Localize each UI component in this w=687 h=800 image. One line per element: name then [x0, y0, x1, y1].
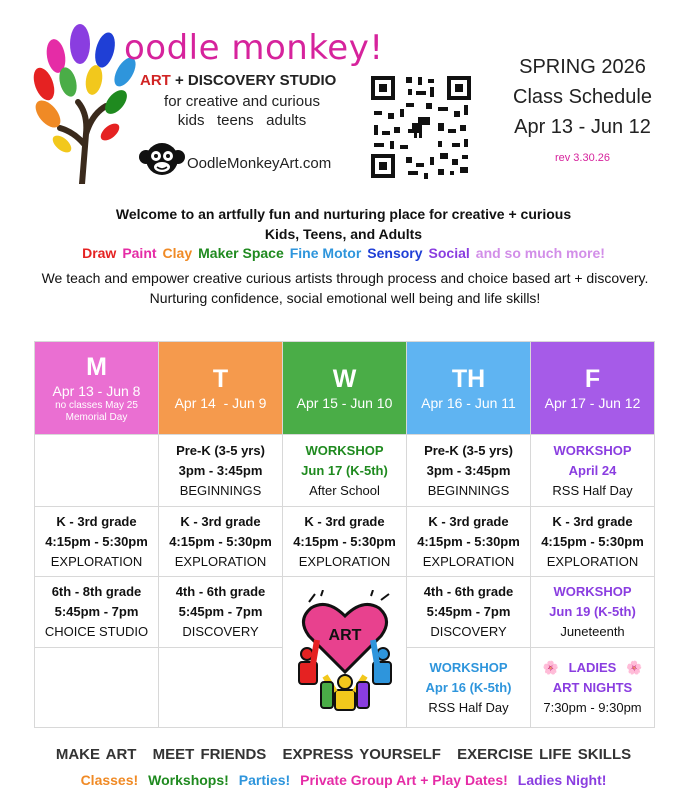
brand-tagline-line: for creative and curious [164, 93, 320, 110]
qr-finder [371, 154, 395, 178]
class-time: 5:45pm - 7pm [426, 604, 511, 619]
skill-item: Draw [82, 245, 117, 261]
class-title: Pre-K (3-5 yrs) [424, 442, 513, 458]
ladies-title: LADIES [568, 659, 617, 675]
day-dates: Apr 16 - Jun 11 [421, 395, 516, 411]
offering-item: Workshops! [148, 772, 229, 788]
class-time: 4:15pm - 5:30pm [45, 533, 148, 549]
workshop-title: WORKSHOP [429, 659, 508, 675]
brand-studio [140, 72, 336, 89]
season-title [500, 52, 665, 142]
class-title: 4th - 6th grade [175, 584, 266, 599]
footer-tagline [0, 746, 687, 763]
workshop-thursday[interactable] [407, 648, 531, 728]
season-line-3: Apr 13 - Jun 12 [514, 116, 651, 138]
qr-finder [447, 76, 471, 100]
day-header-row [35, 342, 655, 435]
ladies-art-nights[interactable] [531, 648, 655, 728]
ladies-subtitle: ART NIGHTS [552, 679, 633, 695]
skill-item: and so much more! [475, 245, 605, 261]
day-header-thursday [407, 342, 531, 435]
art-heart-label: ART [328, 627, 361, 644]
workshop-friday-juneteenth[interactable] [531, 577, 655, 648]
brand-studio-rest: + DISCOVERY STUDIO [170, 72, 337, 89]
schedule-row-2 [35, 507, 655, 577]
workshop-date: Jun 19 (K-5th) [549, 604, 636, 619]
workshop-friday-april[interactable] [531, 435, 655, 507]
workshop-date: April 24 [568, 462, 617, 478]
day-note: no classes May 25 [55, 400, 138, 411]
monkey-logo-icon [138, 139, 186, 179]
class-k3-monday[interactable] [35, 507, 159, 577]
class-prek-thursday[interactable] [407, 435, 531, 507]
workshop-type: RSS Half Day [428, 699, 509, 715]
class-k3-tuesday[interactable] [159, 507, 283, 577]
welcome-line-2: Kids, Teens, and Adults [264, 226, 423, 242]
ladies-time: 7:30pm - 9:30pm [543, 699, 642, 715]
workshop-title: WORKSHOP [553, 442, 632, 458]
class-type: EXPLORATION [422, 553, 515, 569]
workshop-date: Apr 16 (K-5th) [425, 679, 512, 695]
class-title: Pre-K (3-5 yrs) [176, 442, 265, 458]
class-k3-thursday[interactable] [407, 507, 531, 577]
schedule-grid [34, 341, 655, 728]
offering-item: Parties! [238, 772, 291, 788]
class-time: 4:15pm - 5:30pm [169, 533, 272, 549]
class-title: 6th - 8th grade [51, 584, 142, 599]
class-title: 4th - 6th grade [423, 584, 514, 599]
day-letter: M [86, 353, 107, 381]
class-time: 3pm - 3:45pm [178, 462, 263, 478]
brand-tagline [152, 92, 332, 130]
flower-icon: 🌸 [542, 659, 560, 675]
revision-label: rev 3.30.26 [554, 152, 611, 164]
footer-offerings [0, 772, 687, 788]
day-dates: Apr 14 - Jun 9 [174, 395, 267, 411]
offering-item: Private Group Art + Play Dates! [300, 772, 508, 788]
class-type: BEGINNINGS [427, 482, 510, 498]
class-k3-friday[interactable] [531, 507, 655, 577]
day-dates: Apr 15 - Jun 10 [296, 395, 393, 411]
class-title: K - 3rd grade [180, 513, 261, 529]
class-type: EXPLORATION [298, 553, 391, 569]
empty-cell [35, 648, 159, 728]
schedule-row-1 [35, 435, 655, 507]
skills-list [0, 245, 687, 261]
dinosaur-icon [408, 117, 430, 138]
skill-item: Fine Motor [289, 245, 362, 261]
workshop-type: RSS Half Day [552, 482, 633, 498]
class-time: 4:15pm - 5:30pm [541, 533, 644, 549]
class-time: 4:15pm - 5:30pm [293, 533, 396, 549]
workshop-title: WORKSHOP [305, 442, 384, 458]
class-prek-tuesday[interactable] [159, 435, 283, 507]
season-line-2: Class Schedule [513, 86, 652, 108]
tagline-item: EXERCISE LIFE SKILLS [457, 746, 632, 763]
empty-cell [159, 648, 283, 728]
class-time: 4:15pm - 5:30pm [417, 533, 520, 549]
class-68-monday[interactable] [35, 577, 159, 648]
welcome-line-1: Welcome to an artfully fun and nurturing place for creative + curious [115, 206, 572, 222]
offering-item: Ladies Night! [517, 772, 607, 788]
class-type: CHOICE STUDIO [44, 624, 149, 639]
class-type: EXPLORATION [50, 553, 143, 569]
class-type: EXPLORATION [546, 553, 639, 569]
art-heart-cell [283, 577, 407, 728]
day-dates: Apr 13 - Jun 8 [52, 383, 141, 399]
tagline-item: EXPRESS YOURSELF [282, 746, 441, 763]
class-type: DISCOVERY [430, 624, 507, 639]
skill-item: Maker Space [198, 245, 284, 261]
season-line-1: SPRING 2026 [519, 56, 646, 78]
brand-studio-art: ART [140, 72, 171, 89]
brand-name: oodle monkey! [124, 28, 384, 68]
day-letter: T [212, 365, 229, 393]
empty-cell [35, 435, 159, 507]
day-header-monday [35, 342, 159, 435]
flower-icon: 🌸 [625, 659, 643, 675]
class-time: 3pm - 3:45pm [426, 462, 511, 478]
qr-code-icon[interactable] [368, 73, 474, 181]
mission-statement: We teach and empower creative curious artists through process and choice based art + discovery. Nurturing confidence, social emotional well being and life skills! [41, 270, 649, 306]
class-46-thursday[interactable] [407, 577, 531, 648]
class-title: K - 3rd grade [304, 513, 385, 529]
tagline-item: MAKE ART [55, 746, 137, 763]
schedule-row-3 [35, 577, 655, 648]
skill-item: Social [428, 245, 470, 261]
class-k3-wednesday[interactable] [283, 507, 407, 577]
class-title: K - 3rd grade [56, 513, 137, 529]
day-letter: W [332, 365, 357, 393]
class-time: 5:45pm - 7pm [178, 604, 263, 619]
class-type: EXPLORATION [174, 553, 267, 569]
class-type: DISCOVERY [182, 624, 259, 639]
offering-item: Classes! [80, 772, 139, 788]
workshop-date: Jun 17 (K-5th) [301, 462, 388, 478]
workshop-title: WORKSHOP [553, 584, 632, 599]
day-dates: Apr 17 - Jun 12 [544, 395, 641, 411]
class-title: K - 3rd grade [428, 513, 509, 529]
qr-finder [371, 76, 395, 100]
class-type: BEGINNINGS [179, 482, 262, 498]
art-heart-icon [295, 590, 395, 714]
skill-item: Sensory [367, 245, 423, 261]
day-letter: TH [451, 365, 486, 393]
class-time: 5:45pm - 7pm [54, 604, 139, 619]
day-letter: F [584, 365, 601, 393]
class-46-tuesday[interactable] [159, 577, 283, 648]
skill-item: Paint [122, 245, 157, 261]
workshop-type: Juneteenth [560, 624, 625, 639]
ladies-title-line [531, 658, 654, 678]
day-header-tuesday [159, 342, 283, 435]
skill-item: Clay [162, 245, 193, 261]
workshop-type: After School [309, 482, 380, 498]
brand-audiences: kids teens adults [177, 112, 307, 129]
day-header-friday [531, 342, 655, 435]
day-header-wednesday [283, 342, 407, 435]
brand-website[interactable]: OodleMonkeyArt.com [187, 155, 332, 172]
tagline-item: MEET FRIENDS [152, 746, 267, 763]
welcome-text [0, 204, 687, 244]
day-note: Memorial Day [65, 412, 128, 423]
class-title: K - 3rd grade [552, 513, 633, 529]
workshop-wednesday[interactable] [283, 435, 407, 507]
